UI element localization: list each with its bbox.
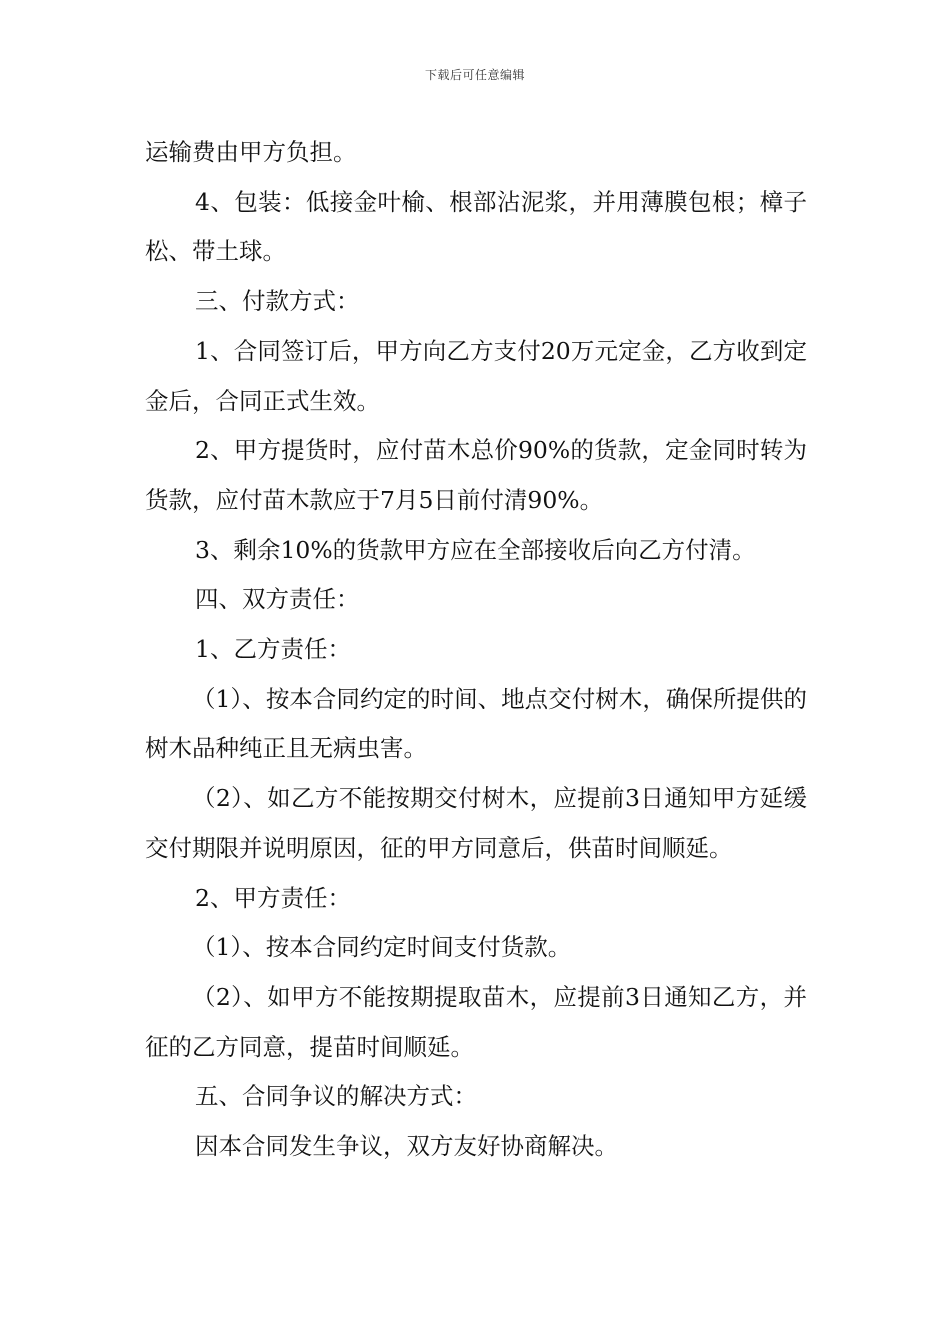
paragraph-payment-2: 2、甲方提货时，应付苗木总价90%的货款，定金同时转为货款，应付苗木款应于7月5日前付清90%。 — [145, 436, 807, 514]
paragraph-disputes: 因本合同发生争议，双方友好协商解决。 — [195, 1132, 618, 1161]
section-heading-responsibilities: 四、双方责任： — [195, 585, 360, 614]
paragraph-1: 运输费由甲方负担。 — [145, 138, 357, 166]
paragraph-party-a-2: （2）、如甲方不能按期提取苗木，应提前3日通知乙方，并征的乙方同意，提苗时间顺延。 — [145, 982, 807, 1061]
page-header: 下载后可任意编辑 — [424, 68, 525, 82]
section-heading-payment: 三、付款方式： — [195, 287, 360, 316]
paragraph-2: 4、包装：低接金叶榆、根部沾泥浆，并用薄膜包根；樟子松、带土球。 — [145, 187, 807, 266]
subheading-party-a: 2、甲方责任： — [195, 883, 351, 912]
paragraph-party-b-1: （1）、按本合同约定的时间、地点交付树木，确保所提供的树木品种纯正且无病虫害。 — [145, 684, 807, 763]
paragraph-party-b-2: （2）、如乙方不能按期交付树木，应提前3日通知甲方延缓交付期限并说明原因，征的甲方同意后，供苗时间顺延。 — [145, 784, 807, 862]
paragraph-payment-1: 1、合同签订后，甲方向乙方支付20万元定金，乙方收到定金后，合同正式生效。 — [145, 336, 807, 415]
document-body — [145, 128, 807, 1172]
subheading-party-b: 1、乙方责任： — [195, 635, 351, 664]
section-heading-disputes: 五、合同争议的解决方式： — [195, 1082, 477, 1111]
paragraph-payment-3: 3、剩余10%的货款甲方应在全部接收后向乙方付清。 — [195, 535, 756, 564]
paragraph-party-a-1: （1）、按本合同约定时间支付货款。 — [192, 933, 572, 962]
